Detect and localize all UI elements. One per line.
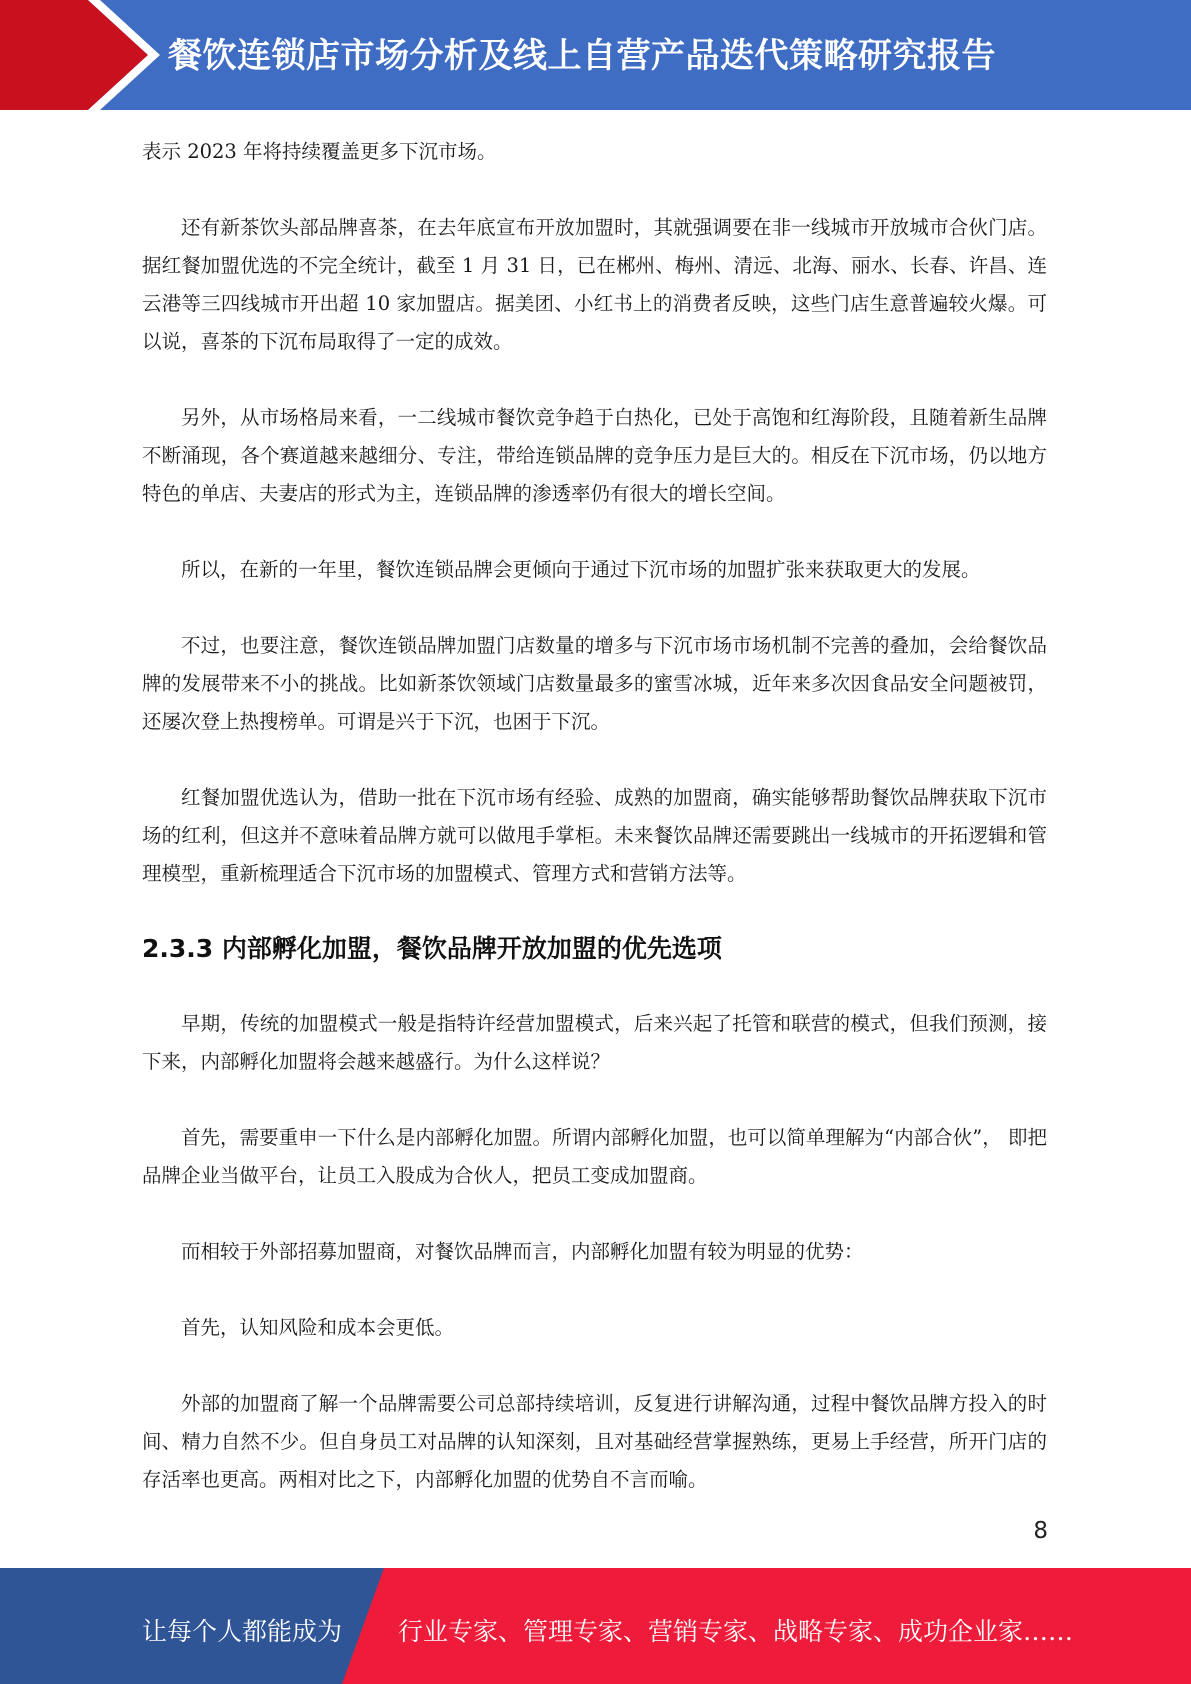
page-number: 8 <box>1033 1518 1048 1544</box>
page-body <box>142 133 1047 1537</box>
footer-slogan-left: 让每个人都能成为 <box>142 1617 343 1646</box>
body-paragraph: 另外，从市场格局来看，一二线城市餐饮竞争趋于白热化，已处于高饱和红海阶段，且随着新生品牌不断涌现，各个赛道越来越细分、专注，带给连锁品牌的竞争压力是巨大的。相反在下沉市场，仍以地方特色的单店、夫妻店的形式为主，连锁品牌的渗透率仍有很大的增长空间。 <box>142 406 1047 505</box>
body-paragraph: 红餐加盟优选认为，借助一批在下沉市场有经验、成熟的加盟商，确实能够帮助餐饮品牌获取下沉市场的红利，但这并不意味着品牌方就可以做甩手掌柜。未来餐饮品牌还需要跳出一线城市的开拓逻辑和管理模型，重新梳理适合下沉市场的加盟模式、管理方式和营销方法等。 <box>142 786 1047 885</box>
body-paragraph: 所以，在新的一年里，餐饮连锁品牌会更倾向于通过下沉市场的加盟扩张来获取更大的发展。 <box>181 558 981 581</box>
footer-slogan-right: 行业专家、管理专家、营销专家、战略专家、成功企业家…… <box>398 1617 1074 1646</box>
body-paragraph: 表示 2023 年将持续覆盖更多下沉市场。 <box>142 140 497 163</box>
body-paragraph: 外部的加盟商了解一个品牌需要公司总部持续培训，反复进行讲解沟通，过程中餐饮品牌方投入的时间、精力自然不少。但自身员工对品牌的认知深刻，且对基础经营掌握熟练，更易上手经营，所开门店的存活率也更高。两相对比之下，内部孵化加盟的优势自不言而喻。 <box>142 1392 1047 1491</box>
section-heading: 2.3.3 内部孵化加盟，餐饮品牌开放加盟的优先选项 <box>142 934 722 963</box>
page-footer <box>0 1568 1191 1684</box>
paragraphs-after <box>142 1005 1047 1499</box>
page-header <box>0 0 1191 110</box>
body-paragraph: 首先，需要重申一下什么是内部孵化加盟。所谓内部孵化加盟，也可以简单理解为“内部合伙”， 即把品牌企业当做平台，让员工入股成为合伙人，把员工变成加盟商。 <box>142 1126 1047 1187</box>
body-paragraph: 不过，也要注意，餐饮连锁品牌加盟门店数量的增多与下沉市场市场机制不完善的叠加，会给餐饮品牌的发展带来不小的挑战。比如新茶饮领域门店数量最多的蜜雪冰城，近年来多次因食品安全问题被罚，还屡次登上热搜榜单。可谓是兴于下沉，也困于下沉。 <box>142 634 1047 733</box>
body-paragraph: 首先，认知风险和成本会更低。 <box>181 1316 455 1339</box>
body-paragraph: 早期，传统的加盟模式一般是指特许经营加盟模式，后来兴起了托管和联营的模式，但我们预测，接下来，内部孵化加盟将会越来越盛行。为什么这样说？ <box>142 1012 1047 1073</box>
body-paragraph: 还有新茶饮头部品牌喜茶，在去年底宣布开放加盟时，其就强调要在非一线城市开放城市合伙门店。据红餐加盟优选的不完全统计，截至 1 月 31 日，已在郴州、梅州、清远、北海、丽水、长春、许昌、连云港等三四线城市开出超 10 家加盟店。据美团、小红书上的消费者反映，这些门店生意普遍较火爆。可以说，喜茶的下沉布局取得了一定的成效。 <box>142 216 1047 353</box>
paragraphs-before <box>142 133 1047 893</box>
body-paragraph: 而相较于外部招募加盟商，对餐饮品牌而言，内部孵化加盟有较为明显的优势： <box>181 1240 864 1263</box>
report-title: 餐饮连锁店市场分析及线上自营产品迭代策略研究报告 <box>168 36 996 76</box>
